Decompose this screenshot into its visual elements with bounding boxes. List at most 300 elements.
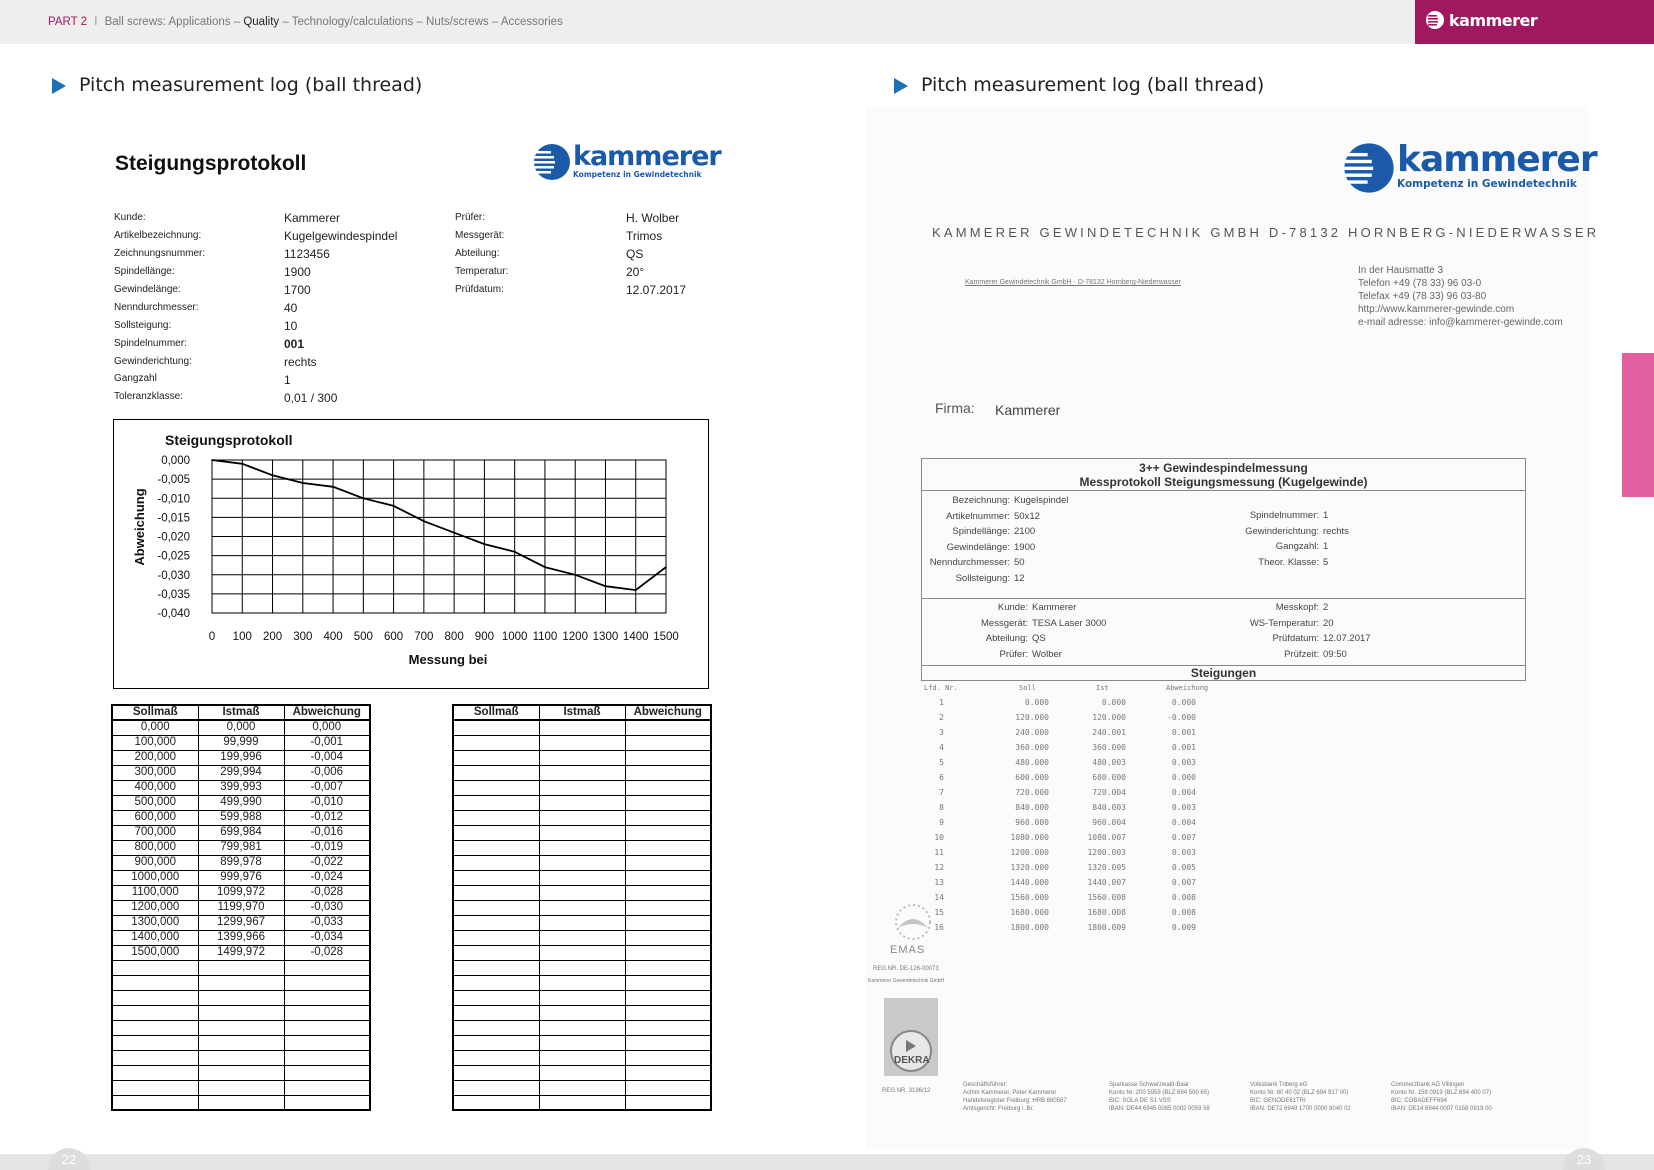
table-row (453, 900, 711, 915)
table-row (112, 990, 370, 1005)
table-cell (539, 720, 625, 735)
table-row (453, 750, 711, 765)
data-point (453, 532, 455, 534)
table-row (112, 960, 370, 975)
measurement-box (921, 458, 1526, 681)
table-row (453, 975, 711, 990)
table-cell (539, 735, 625, 750)
table-cell: 1399,966 (198, 930, 284, 945)
table-cell (625, 885, 711, 900)
table-cell (625, 1050, 711, 1065)
x-tick-label: 400 (323, 631, 343, 643)
meta-label: Kunde: (997, 602, 1028, 613)
data-point (302, 482, 304, 484)
breadcrumb-applications[interactable]: Ball screws: Applications (104, 16, 231, 28)
meta-value: Kammerer (1032, 602, 1077, 613)
firma-value: Kammerer (995, 402, 1061, 418)
breadcrumb-nuts-screws[interactable]: Nuts/screws (426, 16, 489, 28)
steigungen-cell: 1560.000 (1010, 893, 1049, 902)
table-cell: 500,000 (112, 795, 198, 810)
address-line: e-mail adresse: info@kammerer-gewinde.com (1358, 317, 1563, 328)
table-cell (198, 1095, 284, 1110)
table-cell (453, 885, 539, 900)
col-header-soll: Sollmaß (453, 705, 539, 720)
field-value: rechts (284, 355, 317, 369)
table-row (112, 975, 370, 990)
table-cell (625, 840, 711, 855)
table-row (112, 825, 370, 840)
steigungen-cell: 0.004 (1171, 788, 1196, 797)
steigungen-cell: 14 (934, 893, 944, 902)
table-cell: 0,000 (112, 720, 198, 735)
meta-value: TESA Laser 3000 (1032, 617, 1107, 629)
table-row (453, 930, 711, 945)
table-cell: -0,033 (284, 915, 370, 930)
steigungen-cell: 6 (939, 773, 944, 782)
table-row (112, 720, 370, 735)
table-cell (453, 915, 539, 930)
field-value: 40 (284, 301, 298, 315)
meta-label: Abteilung: (985, 633, 1028, 644)
table-row (112, 780, 370, 795)
col-header-abweichung: Abweichung (625, 705, 711, 720)
breadcrumb-sep: – (416, 16, 423, 28)
table-cell (453, 1050, 539, 1065)
table-row (453, 945, 711, 960)
table-cell (112, 960, 198, 975)
steigungen-cell: 0.000 (1171, 698, 1196, 707)
table-cell (453, 1005, 539, 1020)
meta-value: Wolber (1032, 648, 1062, 660)
table-row (112, 945, 370, 960)
table-cell (198, 1035, 284, 1050)
breadcrumb-quality[interactable]: Quality (243, 16, 280, 28)
field-label: Sollsteigung: (114, 320, 172, 331)
logo-tagline: Kompetenz in Gewindetechnik (573, 170, 702, 179)
steigungen-col-header: Soll (1019, 684, 1036, 692)
steigungen-cell: 1200.000 (1010, 848, 1049, 857)
y-tick-label: 0,000 (161, 455, 190, 467)
table-row (112, 1005, 370, 1020)
footer-line: Amtsgericht: Freiburg i. Br. (963, 1106, 1035, 1112)
table-cell (625, 765, 711, 780)
meta-value: 2 (1323, 602, 1329, 613)
table-cell: -0,016 (284, 825, 370, 840)
table-cell (453, 945, 539, 960)
breadcrumb-sep: – (233, 16, 241, 28)
steigungen-cell: 240.000 (1015, 728, 1049, 737)
steigungen-cell: 0.003 (1171, 848, 1196, 857)
table-row (112, 855, 370, 870)
table-cell (625, 990, 711, 1005)
table-cell (284, 1050, 370, 1065)
field-value: 001 (284, 337, 305, 351)
col-header-ist: Istmaß (198, 705, 284, 720)
field-label: Prüfdatum: (455, 284, 504, 295)
breadcrumb-sep: – (282, 16, 289, 28)
table-row (112, 1035, 370, 1050)
steigungen-cell: 0.000 (1171, 773, 1196, 782)
x-tick-label: 300 (293, 631, 313, 643)
field-label: Messgerät: (455, 230, 505, 241)
y-tick-label: -0,040 (157, 608, 190, 620)
table-cell: 900,000 (112, 855, 198, 870)
meta-label: Theor. Klasse: (1258, 556, 1319, 568)
steigungen-cell: 600.000 (1092, 773, 1126, 782)
table-cell: 700,000 (112, 825, 198, 840)
table-cell: -0,006 (284, 765, 370, 780)
table-row (453, 825, 711, 840)
table-row (112, 750, 370, 765)
table-cell (539, 825, 625, 840)
table-row (453, 1005, 711, 1020)
footer-line: IBAN: DE72 6949 1700 0000 8040 02 (1250, 1106, 1351, 1112)
data-point (363, 497, 365, 499)
table-cell (539, 765, 625, 780)
table-cell: 400,000 (112, 780, 198, 795)
table-cell: -0,019 (284, 840, 370, 855)
left-section-title: Pitch measurement log (ball thread) (79, 74, 423, 96)
firma-label: Firma: (935, 400, 975, 416)
x-tick-label: 1000 (501, 631, 528, 643)
table-cell (453, 735, 539, 750)
table-cell: 100,000 (112, 735, 198, 750)
table-row (453, 1035, 711, 1050)
table-cell: 999,976 (198, 870, 284, 885)
meta-label: Messgerät: (981, 617, 1028, 629)
table-cell: -0,030 (284, 900, 370, 915)
breadcrumb-part: PART 2 (48, 16, 87, 28)
steigungen-cell: 1800.009 (1087, 923, 1126, 932)
field-value: 0,01 / 300 (284, 391, 338, 405)
data-point (574, 574, 576, 576)
table-row (453, 960, 711, 975)
x-tick-label: 700 (414, 631, 434, 643)
steigungen-cell: 3 (939, 728, 944, 737)
table-cell (625, 900, 711, 915)
breadcrumb-technology[interactable]: Technology/calculations (291, 16, 414, 28)
table-row (453, 1065, 711, 1080)
table-cell (625, 1020, 711, 1035)
steigungen-cell: 0.008 (1171, 908, 1196, 917)
chart-grid (212, 460, 666, 613)
table-cell (198, 1020, 284, 1035)
table-cell (625, 1095, 711, 1110)
table-cell (112, 1050, 198, 1065)
table-row (112, 795, 370, 810)
table-row (112, 900, 370, 915)
chart-x-axis-label: Messung bei (408, 652, 488, 667)
address-line: In der Hausmatte 3 (1358, 265, 1444, 276)
col-header-ist: Istmaß (539, 705, 625, 720)
table-cell (625, 915, 711, 930)
meta-label: WS-Temperatur: (1249, 617, 1319, 629)
table-row (453, 1020, 711, 1035)
table-row (453, 915, 711, 930)
y-tick-label: -0,010 (157, 493, 190, 506)
table-cell (625, 795, 711, 810)
table-cell (198, 990, 284, 1005)
box-subtitle: Messprotokoll Steigungsmessung (Kugelgewinde) (1079, 475, 1368, 489)
table-row (112, 1080, 370, 1095)
table-cell (453, 1095, 539, 1110)
emas-logo-icon (888, 902, 938, 942)
footer-line: Commerzbank AG Villingen (1391, 1082, 1465, 1088)
table-row (453, 990, 711, 1005)
meta-label: Sollsteigung: (955, 572, 1010, 584)
meta-label: Gewindelänge: (946, 541, 1010, 553)
table-row (453, 870, 711, 885)
table-cell (112, 1005, 198, 1020)
field-label: Artikelbezeichnung: (114, 230, 202, 241)
table-cell (198, 1050, 284, 1065)
table-cell: -0,001 (284, 735, 370, 750)
table-row (453, 810, 711, 825)
field-value: Kammerer (284, 211, 341, 225)
footer-line: BIC: SOLA DE S1 VSS (1109, 1098, 1171, 1104)
steigungen-cell: 960.000 (1015, 818, 1049, 827)
table-row (112, 930, 370, 945)
table-cell (453, 900, 539, 915)
breadcrumb (48, 16, 563, 28)
meta-label: Spindelnummer: (1249, 510, 1319, 521)
steigungen-cell: 1080.000 (1010, 833, 1049, 842)
steigungen-cell: 1440.000 (1010, 878, 1049, 887)
steigungen-cell: 11 (934, 848, 944, 857)
meta-label: Bezeichnung: (952, 495, 1010, 506)
table-cell (284, 960, 370, 975)
table-row (112, 870, 370, 885)
table-cell (453, 975, 539, 990)
table-cell (539, 840, 625, 855)
table-row (112, 1050, 370, 1065)
data-point (423, 520, 425, 522)
dekra-seal-icon (888, 1028, 934, 1074)
table-cell (453, 1065, 539, 1080)
steigungen-cell: 1560.008 (1087, 893, 1126, 902)
table-cell (539, 1005, 625, 1020)
table-cell: 600,000 (112, 810, 198, 825)
deviation-chart (114, 420, 708, 688)
table-cell (625, 750, 711, 765)
steigungen-cell: 720.004 (1092, 788, 1126, 797)
steigungen-cell: 0.004 (1171, 818, 1196, 827)
bottom-bar (0, 1154, 1654, 1170)
meta-value: 5 (1323, 556, 1329, 568)
meta-label: Spindellänge: (952, 526, 1010, 537)
table-cell (453, 1080, 539, 1095)
footer-line: IBAN: DE44 6945 0065 0002 0059 59 (1109, 1106, 1210, 1112)
x-tick-label: 0 (208, 631, 216, 643)
table-cell (112, 1035, 198, 1050)
field-value: Kugelgewindespindel (284, 229, 398, 243)
table-row (453, 840, 711, 855)
table-cell (198, 1080, 284, 1095)
y-tick-label: -0,035 (157, 588, 190, 601)
table-cell: 299,994 (198, 765, 284, 780)
table-cell (539, 795, 625, 810)
table-cell: 1500,000 (112, 945, 198, 960)
table-cell (625, 720, 711, 735)
field-value: 1123456 (284, 247, 330, 261)
table-cell: 0,000 (198, 720, 284, 735)
table-cell: 199,996 (198, 750, 284, 765)
x-tick-label: 100 (232, 631, 252, 643)
steigungen-cell: 1680.000 (1010, 908, 1049, 917)
chart-y-ticks (157, 455, 190, 620)
steigungen-cell: 0.005 (1171, 863, 1196, 872)
table-cell (284, 1035, 370, 1050)
field-value: 1 (284, 373, 291, 387)
field-label: Prüfer: (455, 212, 486, 223)
table-row (453, 1095, 711, 1110)
table-cell: 1400,000 (112, 930, 198, 945)
table-cell: 0,000 (284, 720, 370, 735)
steigungen-col-header: Ist (1096, 684, 1109, 692)
meta-value: 50x12 (1014, 510, 1040, 522)
table-cell (453, 750, 539, 765)
field-label: Gewindelänge: (114, 284, 181, 295)
table-cell (112, 1020, 198, 1035)
measurement-box-header (922, 459, 1525, 491)
steigungen-cell: 1320.000 (1010, 863, 1049, 872)
table-cell (539, 900, 625, 915)
footer-line: Konto Nr. 158 0919 (BLZ 694 400 07) (1391, 1090, 1492, 1096)
data-point (635, 589, 637, 591)
table-cell (453, 930, 539, 945)
kammerer-logo-icon (1343, 142, 1395, 194)
table-cell (625, 1005, 711, 1020)
table-row (453, 1050, 711, 1065)
table-cell: -0,034 (284, 930, 370, 945)
table-cell: 1300,000 (112, 915, 198, 930)
table-row (453, 720, 711, 735)
field-label: Toleranzklasse: (114, 391, 183, 402)
company-line: KAMMERER GEWINDETECHNIK GMBH D-78132 HORNBERG-NIEDERWASSER (932, 225, 1600, 240)
steigungen-cell: 1440.007 (1087, 878, 1126, 887)
x-tick-label: 200 (262, 631, 283, 643)
steigungen-cell: 960.004 (1092, 818, 1126, 827)
table-cell: 300,000 (112, 765, 198, 780)
breadcrumb-divider: I (94, 16, 98, 28)
table-cell (539, 810, 625, 825)
x-tick-label: 500 (353, 631, 373, 643)
table-cell (625, 975, 711, 990)
field-value: QS (626, 247, 644, 261)
footer-line: Handelsregister Freiburg: HRB 680587 (963, 1098, 1067, 1104)
table-cell: 1299,967 (198, 915, 284, 930)
table-cell: -0,004 (284, 750, 370, 765)
field-label: Spindellänge: (114, 266, 175, 277)
table-cell: 1200,000 (112, 900, 198, 915)
protocol-title: Steigungsprotokoll (115, 152, 307, 175)
table-cell (539, 990, 625, 1005)
table-cell (112, 975, 198, 990)
steigungen-cell: 600.000 (1015, 773, 1049, 782)
table-cell (453, 960, 539, 975)
steigungen-cell: 1800.000 (1010, 923, 1049, 932)
steigungen-cell: 840.003 (1092, 803, 1126, 812)
y-tick-label: -0,005 (157, 474, 190, 487)
meta-label: Prüfzeit: (1284, 648, 1319, 660)
table-cell (198, 975, 284, 990)
table-cell (284, 1065, 370, 1080)
meta-label: Gangzahl: (1275, 541, 1319, 552)
table-cell (453, 810, 539, 825)
table-cell: -0,012 (284, 810, 370, 825)
table-cell: 800,000 (112, 840, 198, 855)
table-cell: 1100,000 (112, 885, 198, 900)
chart-y-axis-label: Abweichung (132, 488, 147, 566)
steigungen-cell: 120.000 (1015, 713, 1049, 722)
deviation-chart-frame (113, 419, 709, 689)
steigungen-cell: 360.000 (1015, 743, 1049, 752)
x-tick-label: 900 (474, 631, 494, 643)
steigungen-cell: 0.009 (1171, 923, 1196, 932)
table-cell: -0,022 (284, 855, 370, 870)
table-cell: 499,990 (198, 795, 284, 810)
meta-value: Kugelspindel (1014, 495, 1069, 506)
meta-value: 12 (1014, 572, 1025, 584)
data-point (332, 486, 334, 488)
table-cell (539, 1020, 625, 1035)
table-row (112, 840, 370, 855)
table-cell (284, 1080, 370, 1095)
section-arrow-icon (52, 78, 66, 94)
meta-value: 2100 (1014, 526, 1036, 537)
table-cell: 99,999 (198, 735, 284, 750)
table-cell (453, 1035, 539, 1050)
breadcrumb-accessories[interactable]: Accessories (500, 16, 563, 28)
footer-line: BIC: GENODE61TRI (1250, 1098, 1306, 1104)
meta-value: 09:50 (1323, 648, 1347, 660)
steigungen-cell: 480.003 (1092, 758, 1126, 767)
table-cell (625, 825, 711, 840)
footer-line: Konto Nr. 200 5959 (BLZ 694 500 65) (1109, 1090, 1210, 1096)
data-point (605, 585, 607, 587)
field-value: 1700 (284, 283, 311, 297)
field-value: 10 (284, 319, 298, 333)
chart-x-ticks (209, 631, 679, 643)
chapter-tab[interactable] (1622, 353, 1654, 497)
kammerer-logo-icon (533, 143, 571, 181)
table-cell: 799,981 (198, 840, 284, 855)
table-cell: 599,988 (198, 810, 284, 825)
steigungen-cell: 9 (939, 818, 944, 827)
steigungen-title: Steigungen (1190, 666, 1257, 680)
steigungen-cell: 4 (939, 743, 944, 752)
table-cell: 699,984 (198, 825, 284, 840)
x-tick-label: 1500 (653, 631, 679, 643)
table-cell: 1099,972 (198, 885, 284, 900)
table-cell (625, 870, 711, 885)
table-cell (625, 855, 711, 870)
breadcrumb-sep: – (491, 16, 499, 28)
table-cell: -0,024 (284, 870, 370, 885)
table-row (112, 1095, 370, 1110)
table-cell: 399,993 (198, 780, 284, 795)
table-cell (625, 735, 711, 750)
steigungen-cell: 840.000 (1015, 803, 1049, 812)
logo-word: kammerer (1397, 139, 1597, 180)
steigungen-cell: 0.001 (1171, 728, 1196, 737)
footer-line: Volksbank Triberg eG (1250, 1082, 1308, 1088)
table-cell: -0,028 (284, 945, 370, 960)
field-label: Gewinderichtung: (114, 356, 192, 367)
table-cell (198, 1005, 284, 1020)
table-cell (284, 1095, 370, 1110)
table-cell (112, 990, 198, 1005)
